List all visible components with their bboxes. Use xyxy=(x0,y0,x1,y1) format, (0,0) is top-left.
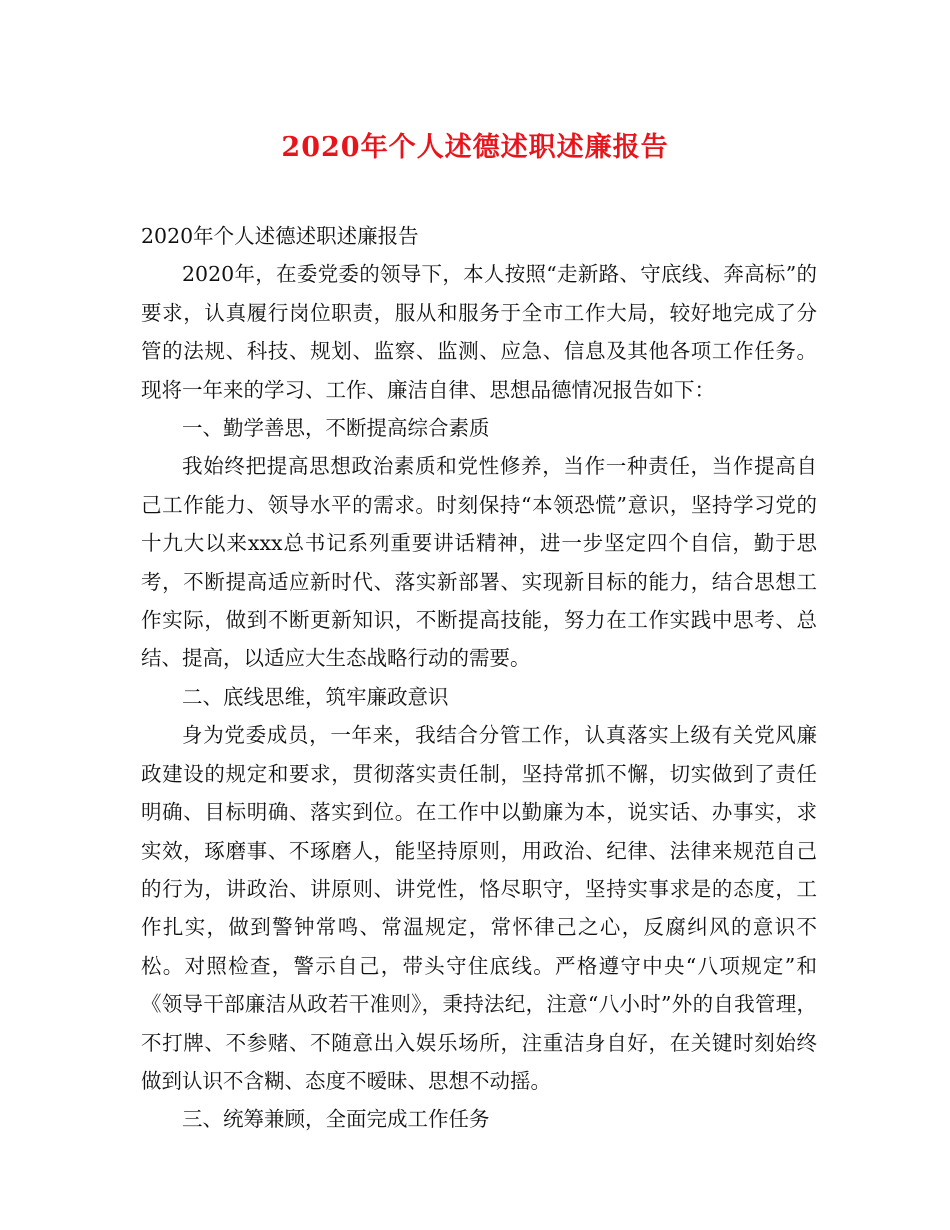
section-2-paragraph: 身为党委成员，一年来，我结合分管工作，认真落实上级有关党风廉政建设的规定和要求，贯彻落实责任制，坚持常抓不懈，切实做到了责任明确、目标明确、落实到位。在工作中以勤廉为本，说实话、办事实，求实效，琢磨事、不琢磨人，能坚持原则，用政治、纪律、法律来规范自己的行为，讲政治、讲原则、讲党性，恪尽职守，坚持实事求是的态度，工作扎实，做到警钟常鸣、常温规定，常怀律己之心，反腐纠风的意识不松。对照检查，警示自己，带头守住底线。严格遵守中央“八项规定”和《领导干部廉洁从政若干准则》，秉持法纪，注意“八小时”外的自我管理，不打牌、不参赌、不随意出入娱乐场所，注重洁身自好，在关键时刻始终做到认识不含糊、态度不暧昧、思想不动摇。 xyxy=(141,723,817,1093)
section-heading-1: 一、勤学善思，不断提高综合素质 xyxy=(182,416,490,441)
section-1-paragraph: 我始终把提高思想政治素质和党性修养，当作一种责任，当作提高自己工作能力、领导水平的需求。时刻保持“本领恐慌”意识，坚持学习党的十九大以来xxx总书记系列重要讲话精神，进一步坚定四个自信，勤于思考，不断提高适应新时代、落实新部署、实现新目标的能力，结合思想工作实际，做到不断更新知识，不断提高技能，努力在工作实践中思考、总结、提高，以适应大生态战略行动的需要。 xyxy=(141,454,817,671)
intro-paragraph: 2020年，在委党委的领导下，本人按照“走新路、守底线、奔高标”的要求，认真履行岗位职责，服从和服务于全市工作大局，较好地完成了分管的法规、科技、规划、监察、监测、应急、信息及其他各项工作任务。现将一年来的学习、工作、廉洁自律、思想品德情况报告如下： xyxy=(141,262,817,402)
document-title: 2020年个人述德述职述廉报告 xyxy=(281,132,669,163)
document-body xyxy=(141,217,817,1139)
subtitle-paragraph: 2020年个人述德述职述廉报告 xyxy=(141,224,419,248)
section-heading-3: 三、统筹兼顾，全面完成工作任务 xyxy=(182,1107,490,1132)
section-heading-2: 二、底线思维，筑牢廉政意识 xyxy=(182,684,449,709)
